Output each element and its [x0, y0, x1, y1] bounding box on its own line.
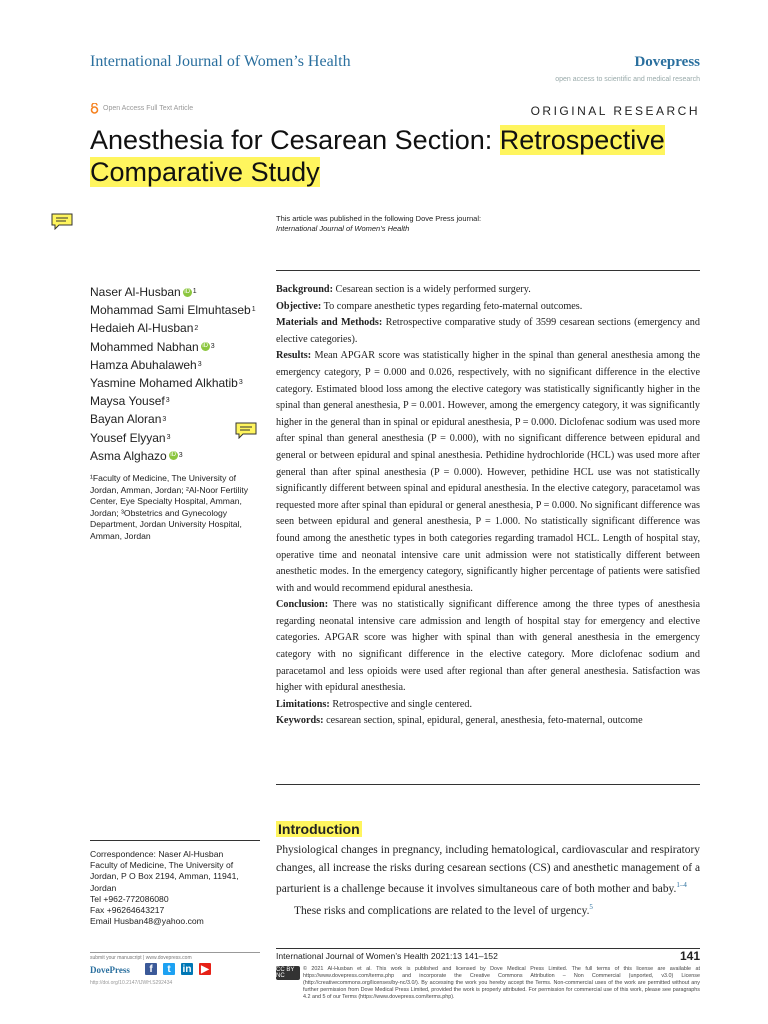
author-name[interactable]: Asma Alghazo [90, 448, 167, 463]
abstract-bottom-rule [276, 784, 700, 785]
keywords-text: cesarean section, spinal, epidural, general, anesthesia, feto-maternal, outcome [326, 715, 643, 727]
author-row: Hedaieh Al-Husban 2 [90, 319, 256, 337]
author-name[interactable]: Mohammad Sami Elmuhtaseb [90, 303, 251, 318]
title-highlight-2: Comparative Study [90, 157, 320, 187]
footer-citation: International Journal of Women’s Health 2021:13 141–152 [276, 951, 498, 961]
correspondence [90, 849, 260, 927]
correspondence-name: Correspondence: Naser Al-Husban [90, 849, 224, 859]
brand-tagline: open access to scientific and medical research [555, 76, 700, 83]
doi-link[interactable]: http://doi.org/10.2147/IJWH.S292434 [90, 980, 173, 986]
twitter-icon[interactable]: t [163, 963, 175, 975]
correspondence-fax: Fax +96264643217 [90, 905, 165, 916]
publication-note [276, 214, 481, 234]
author-name[interactable]: Bayan Aloran [90, 412, 162, 427]
intro-ref-1[interactable]: 1–4 [676, 881, 687, 890]
open-access-badge [90, 103, 193, 114]
correspondence-address: Faculty of Medicine, The University of Jordan, P O Box 2194, Amman, 11941, Jordan [90, 860, 239, 893]
author-row: Maysa Yousef 3 [90, 392, 256, 410]
introduction-body [276, 842, 700, 920]
objective-text: To compare anesthetic types regarding feto-maternal outcomes. [323, 300, 583, 312]
author-row: Asma Alghazo iD 3 [90, 447, 256, 465]
author-row: Yousef Elyyan 3 [90, 429, 256, 447]
conclusion-label: Conclusion: [276, 599, 329, 611]
pub-note-journal[interactable]: International Journal of Women’s Health [276, 224, 410, 233]
submit-manuscript-link[interactable]: submit your manuscript | www.dovepress.com [90, 955, 192, 961]
conclusion-text: There was no statistically significant difference among the three types of anesthesia regarding neonatal intensive care admission and length of hospital stay for emergency and elective categories. APGAR score was higher with spinal than with general anesthesia in the emergency category with no significant difference in the elective category. More diclofenac sodium and paracetamol and less opioids were used after regional than after general anesthesia. Satisfaction was higher with epidural anesthesia. [276, 599, 700, 694]
results-label: Results: [276, 350, 312, 362]
author-row: Naser Al-Husban iD 1 [90, 283, 256, 301]
author-row: Yasmine Mohamed Alkhatib 3 [90, 374, 256, 392]
correspondence-rule [90, 840, 260, 841]
methods-label: Materials and Methods: [276, 317, 383, 329]
author-row: Hamza Abuhalaweh 3 [90, 356, 256, 374]
footer-right-rule [276, 948, 700, 949]
author-row: Mohammed Nabhan iD 3 [90, 338, 256, 356]
orcid-icon[interactable]: iD [202, 343, 209, 350]
intro-para1: Physiological changes in pregnancy, including hematological, cardiovascular and respiratory changes, all increase the risks during cesarean sections (CS) and anesthetic management of a parturient is a challenge because it involves simultaneous care of both mother and baby. [276, 844, 700, 895]
author-name[interactable]: Yasmine Mohamed Alkhatib [90, 376, 238, 391]
background-label: Background: [276, 284, 333, 295]
social-icons [145, 963, 211, 975]
author-row: Mohammad Sami Elmuhtaseb 1 [90, 301, 256, 319]
comment-annotation-icon-2[interactable] [234, 421, 258, 439]
orcid-icon[interactable]: iD [184, 288, 191, 295]
page-number: 141 [679, 949, 700, 963]
creative-commons-badge[interactable]: CC BY NC [276, 966, 300, 980]
orcid-icon[interactable]: iD [170, 452, 177, 459]
linkedin-icon[interactable]: in [182, 963, 192, 975]
author-name[interactable]: Hamza Abuhalaweh [90, 357, 197, 372]
section-label: ORIGINAL RESEARCH [530, 104, 700, 118]
open-access-label: Open Access Full Text Article [103, 105, 194, 112]
correspondence-email[interactable]: Email Husban48@yahoo.com [90, 916, 204, 927]
intro-para2: These risks and complications are related to the level of urgency. [294, 904, 590, 917]
title-part1: Anesthesia for Cesarean Section: [90, 125, 500, 155]
intro-ref-2[interactable]: 5 [589, 902, 593, 911]
author-name[interactable]: Mohammed Nabhan [90, 339, 199, 354]
author-name[interactable]: Maysa Yousef [90, 394, 165, 409]
author-list [90, 283, 256, 465]
limitations-label: Limitations: [276, 698, 330, 710]
keywords-label: Keywords: [276, 715, 324, 727]
abstract [276, 282, 700, 730]
pub-note-line1: This article was published in the following Dove Press journal: [276, 214, 482, 223]
objective-label: Objective: [276, 300, 322, 312]
background-text: Cesarean section is a widely performed surgery. [335, 284, 531, 295]
abstract-top-rule [276, 270, 700, 271]
methods-text: Retrospective comparative study of 3599 cesarean sections (emergency and elective categories). [276, 317, 700, 345]
title-highlight-1: Retrospective [499, 125, 665, 155]
author-name[interactable]: Naser Al-Husban [90, 285, 181, 299]
dovepress-logo[interactable]: Dovepress [634, 54, 700, 70]
footer-left-rule [90, 952, 260, 953]
open-access-icon [90, 103, 99, 114]
affiliations: ¹Faculty of Medicine, The University of Jordan, Amman, Jordan; ²Al-Noor Fertility Center, Eye Specialty Hospital, Amman, Jordan; ³Obstetrics and Gynecology Department, Jordan University Hospital, Amman, Jordan [90, 473, 249, 541]
comment-annotation-icon[interactable] [50, 212, 74, 230]
article-title [90, 124, 710, 188]
author-name[interactable]: Hedaieh Al-Husban [90, 321, 194, 336]
correspondence-tel: Tel +962-772086080 [90, 893, 169, 904]
results-text: Mean APGAR score was statistically higher in the spinal than general anesthesia among the emergency category, P = 0.000 and 0.026, respectively, with no significant difference in the elective category. Estimated blood loss among the elective category was statistically significantly higher in the spinal than general anesthesia, P = 0.001. However, among the emergency category, it was significantly higher in the general than in spinal or epidural anesthesia, P = 0.000. Diclofenac sodium was used more after spinal than general anesthesia (P = 0.000), with no significant difference between epidural and general or between epidural and spinal anesthesia. Pethidine hydrochloride (HCL) was used more after general than after spinal anesthesia (P = 0.000). However, pethidine HCL use was not statistically significantly different between spinal and epidural anesthesia. In the elective category, paracetamol was requested more after spinal than epidural or general anesthesia, P = 0.000. No significant difference was seen between epidural and general anesthesia, P = 1.000. No statistically significant difference was found among the anesthetic types in both categories regarding tramadol HCL. Length of hospital stay, operative time and neonatal intensive care unit admission were not statistically different between anesthetic modes. In the emergency category, significantly higher percentage of patients were satisfied with and would recommend epidural anesthesia. [276, 350, 701, 594]
license-text: © 2021 Al-Husban et al. This work is published and licensed by Dove Medical Press Limited. The full terms of this license are available at https://www.dovepress.com/terms.php and incorporate the Creative Commons Attribution – Non Commercial (unported, v3.0) License (http://creativecommons.org/licenses/by-nc/3.0/). By accessing the work you hereby accept the Terms. Non-commercial uses of the work are permitted without any further permission from Dove Medical Press Limited, provided the work is properly attributed. For permission for commercial use of this work, please see paragraphs 4.2 and 5 of our Terms (https://www.dovepress.com/terms.php). [303, 966, 700, 1000]
introduction-heading: Introduction [278, 821, 360, 837]
youtube-icon[interactable]: ▶ [199, 963, 211, 975]
journal-title[interactable]: International Journal of Women’s Health [90, 53, 351, 70]
footer-dovepress-logo[interactable]: DovePress [90, 965, 130, 975]
limitations-text: Retrospective and single centered. [332, 698, 473, 710]
author-name[interactable]: Yousef Elyyan [90, 430, 166, 445]
author-row: Bayan Aloran 3 [90, 410, 256, 428]
facebook-icon[interactable]: f [145, 963, 157, 975]
